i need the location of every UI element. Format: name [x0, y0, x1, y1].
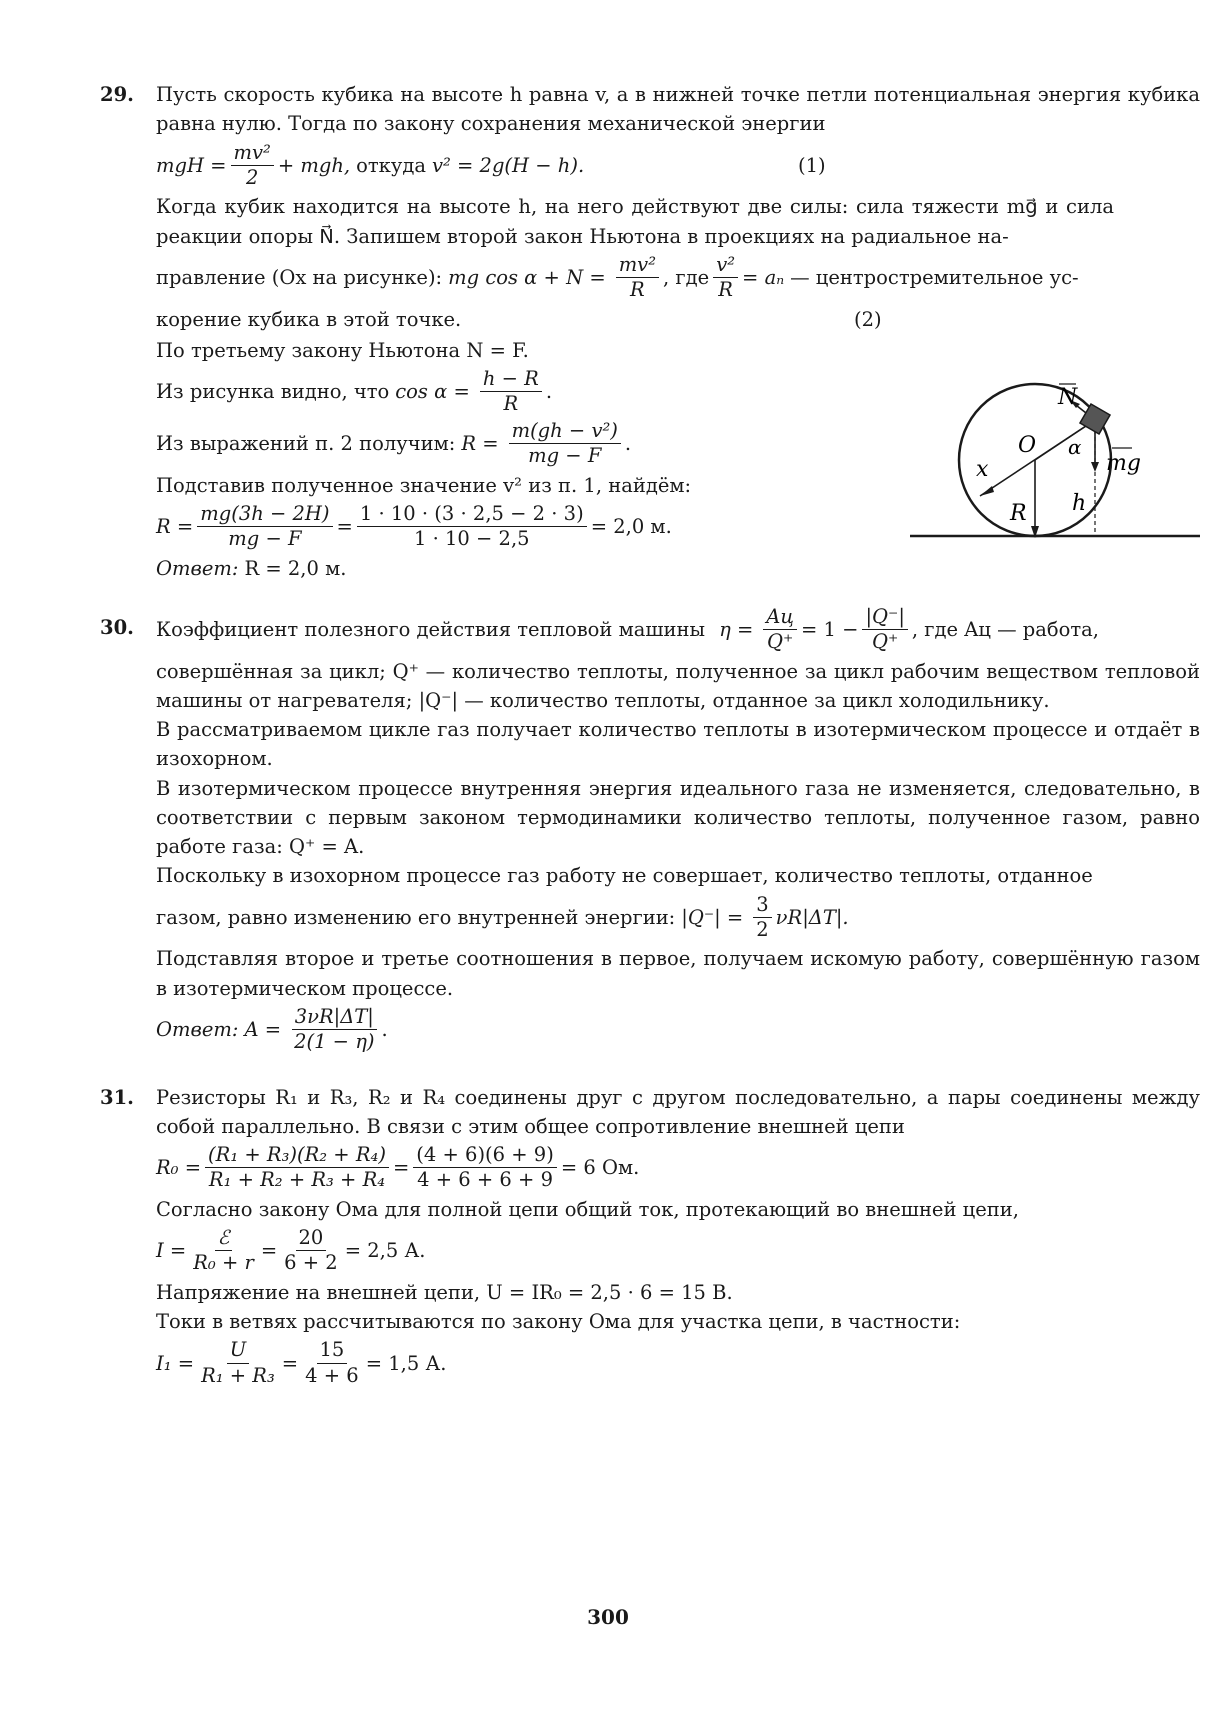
answer-label: Ответ:	[156, 556, 239, 580]
R-lhs: R =	[461, 432, 499, 455]
eq1-den: 2	[245, 165, 259, 189]
para-2: Согласно закону Ома для полной цепи общий ток, протекающий во внешней цепи,	[156, 1197, 1019, 1221]
r0-fraction-2	[413, 1143, 557, 1193]
r0-fraction-1	[205, 1143, 389, 1193]
ans-num: 3νR|ΔT|	[292, 1005, 377, 1030]
cos-line: Из рисунка видно, что cos α = $\frac{h - R}{R}$ .	[156, 367, 553, 416]
i1-fraction-2	[302, 1338, 362, 1388]
acc-den: R	[718, 278, 733, 302]
answer-label: Ответ:	[156, 1018, 239, 1041]
fin-result: = 2,0 м.	[590, 515, 672, 538]
q-den: 2	[756, 917, 769, 941]
third-law-line	[156, 336, 1200, 365]
i-lhs: I =	[156, 1239, 187, 1263]
i-num2: 20	[296, 1226, 327, 1251]
R-lead: Из выражений п. 2 получим:	[156, 432, 456, 455]
acc-end: корение кубика в этой точке.	[156, 307, 462, 331]
para-3: Напряжение на внешней цепи, U = IR₀ = 2,5 · 6 = 15 В.	[156, 1280, 733, 1304]
r0-result: = 6 Ом.	[560, 1156, 640, 1180]
r0-num1: (R₁ + R₃)(R₂ + R₄)	[205, 1143, 389, 1168]
i-fraction-2	[281, 1226, 341, 1276]
para-5: Подставляя второе и третье соотношения в первое, получаем искомую работу, совершённую газом в изотермическом процессе.	[156, 947, 1200, 1000]
problem-30	[100, 605, 1200, 1055]
para-3: В изотермическом процессе внутренняя энергия идеального газа не изменяется, следовательно, в соответствии с первым законом термодинамики количество теплоты, полученное газом, равно работе газа: Q⁺ = A.	[156, 776, 1200, 858]
r0-lhs: R₀ =	[156, 1156, 202, 1180]
f1-den: Q⁺	[767, 630, 794, 654]
i1-den2: 4 + 6	[305, 1363, 359, 1387]
fin-den2: 1 · 10 − 2,5	[414, 527, 530, 551]
i1-num1: U	[227, 1338, 249, 1363]
eq1-result: v² = 2g(H − h).	[431, 153, 585, 177]
page-number: 300	[587, 1605, 629, 1629]
eq1-fraction	[231, 141, 274, 191]
eq1-lhs: mgH =	[156, 153, 227, 177]
intro-text: Пусть скорость кубика на высоте h равна v, а в нижней точке петли потенциальная энергия кубика равна нулю. Тогда по закону сохранения механической энергии	[156, 83, 1200, 136]
r0-num2: (4 + 6)(6 + 9)	[413, 1143, 557, 1168]
i-fraction-1	[190, 1226, 257, 1276]
cos-fraction	[480, 367, 542, 417]
q-num: 3	[753, 893, 771, 918]
para-4b: газом, равно изменению его внутренней энергии:	[156, 905, 676, 929]
eq1-tag: (1)	[798, 153, 826, 177]
problem-number: 30.	[100, 615, 134, 639]
i-num1: ℰ	[215, 1226, 233, 1251]
q-rest: νR|ΔT|.	[775, 905, 849, 929]
cos-lead: Из рисунка видно, что	[156, 380, 390, 404]
r0-den2: 4 + 6 + 6 + 9	[417, 1168, 553, 1192]
problem-number: 29.	[100, 83, 134, 106]
proj-fraction	[616, 253, 659, 303]
para-1: Резисторы R₁ и R₃, R₂ и R₄ соединены друг с другом последовательно, а пары соединены между собой параллельно. В связи с этим общее сопротивление внешней цепи	[156, 1085, 1200, 1138]
eq1-num: mv²	[231, 141, 274, 166]
I-line: I = $\frac{\text{ℰ}}{\text{R₀ + r}}$ = $\frac{20}{6 + 2}$ = 2,5 А.	[156, 1226, 426, 1275]
proj-den: R	[630, 278, 645, 302]
problem-number: 31.	[100, 1085, 134, 1109]
subst-text: Подставив полученное значение v² из п. 1, найдём:	[156, 473, 692, 497]
q-fraction	[753, 893, 771, 943]
q-lhs: |Q⁻| =	[681, 905, 744, 929]
acc-fraction	[713, 253, 738, 303]
para-4: Токи в ветвях рассчитываются по закону Ома для участка цепи, в частности:	[156, 1310, 961, 1333]
R-expression-line: Из выражений п. 2 получим: R = $\frac{\text{m(gh − v²)}}{mg - F}$ .	[156, 418, 632, 468]
problem-31	[100, 1083, 1200, 1389]
proj-lead: правление (Ox на рисунке):	[156, 266, 443, 289]
acc-num: v²	[713, 253, 738, 278]
eq1-rest: + mgh,	[277, 153, 351, 177]
eff-lead: Коэффициент полезного действия тепловой машины	[156, 618, 706, 641]
cos-num: h − R	[480, 367, 542, 392]
fin-fraction-1	[197, 502, 332, 552]
mg-arrowhead	[1091, 462, 1099, 472]
i1-result: = 1,5 А.	[365, 1351, 447, 1375]
fin-num1: mg(3h − 2H)	[197, 502, 332, 527]
label-R: R	[1010, 501, 1027, 526]
eff-fraction-1	[763, 605, 797, 655]
ans-end: .	[381, 1018, 388, 1041]
label-x: x	[976, 457, 989, 482]
i1-den1: R₁ + R₃	[201, 1363, 275, 1387]
problem-29	[100, 80, 1200, 583]
eq1-word: откуда	[356, 153, 426, 177]
eq2-tag: (2)	[854, 307, 882, 331]
efficiency-line	[156, 605, 1200, 655]
f2-num: |Q⁻|	[862, 605, 907, 630]
r0-den1: R₁ + R₂ + R₃ + R₄	[208, 1168, 386, 1192]
R-num: m(gh − v²)	[509, 419, 621, 444]
equation-1	[156, 141, 1200, 191]
f1-num: Aц	[763, 605, 797, 630]
proj-num: mv²	[616, 253, 659, 278]
label-O: O	[1018, 433, 1037, 458]
fin-num2: 1 · 10 · (3 · 2,5 − 2 · 3)	[357, 502, 587, 527]
page-content	[100, 80, 1200, 1390]
R-fraction	[509, 419, 621, 469]
third-law: По третьему закону Ньютона N = F.	[156, 338, 529, 362]
eff-mid: = 1 −	[801, 618, 859, 641]
label-alpha: α	[1068, 435, 1082, 459]
eff-fraction-2	[862, 605, 907, 655]
ox-arrowhead	[980, 486, 994, 496]
cos-lhs: cos α =	[395, 380, 470, 404]
i1-fraction-1	[198, 1338, 278, 1388]
loop-figure	[900, 370, 1200, 600]
q-minus-line	[156, 893, 1200, 943]
para-1: совершённая за цикл; Q⁺ — количество теплоты, полученное за цикл рабочим веществом тепловой машины от нагревателя; |Q⁻| — количество теплоты, отданное за цикл холодильнику.	[156, 659, 1200, 712]
i-den2: 6 + 2	[284, 1251, 338, 1275]
projection-line	[156, 253, 1200, 303]
R-den: mg − F	[528, 444, 602, 468]
fin-fraction-2	[357, 502, 587, 552]
ans-fraction	[291, 1005, 377, 1055]
fin-den1: mg − F	[228, 527, 302, 551]
answer-value: R = 2,0 м.	[244, 556, 347, 580]
label-mg: mg	[1106, 451, 1141, 476]
i-den1: R₀ + r	[193, 1251, 254, 1275]
cos-den: R	[503, 392, 519, 416]
i-result: = 2,5 А.	[344, 1239, 426, 1263]
label-h: h	[1072, 491, 1087, 516]
acc-text: — центростремительное ус-	[790, 266, 1079, 289]
acc-end-line	[156, 305, 1200, 334]
I1-line: I₁ = $\frac{U}{\text{R₁ + R₃}}$ = $\frac{15}{4 + 6}$ = 1,5 А.	[156, 1338, 447, 1387]
final-R-line: R = $\frac{mg(3h - 2H)}{mg - F}$ = $\frac{1 \cdot 10 \cdot (3 \cdot 2,5 - 2 \cdot 3)}{1 \cdot 10 - 2,5}$ = 2,0 м.	[156, 501, 672, 551]
ans-den: 2(1 − η)	[294, 1030, 375, 1054]
acc-rhs: = aₙ	[742, 266, 785, 289]
f2-den: Q⁺	[872, 630, 899, 654]
ans-lhs: A =	[244, 1018, 282, 1041]
i1-lhs: I₁ =	[156, 1351, 195, 1375]
R0-line: R₀ = $\frac{\text{(R₁ + R₃)(R₂ + R₄)}}{\text{R₁ + R₂ + R₃ + R₄}}$ = $\frac{(4 + 6)(6 + 9)}{4 + 6 + 6 + 9}$ = 6 Ом.	[156, 1143, 640, 1192]
fin-lhs: R =	[156, 515, 194, 538]
proj-where: , где	[663, 266, 710, 289]
label-N: N	[1058, 385, 1078, 410]
proj-lhs: mg cos α + N =	[448, 266, 606, 289]
forces-text: Когда кубик находится на высоте h, на него действуют две силы: сила тяжести mg⃗ и сила реакции опоры N⃗. Запишем второй закон Ньютона в проекциях на радиальное на-	[156, 195, 1114, 248]
para-4: Поскольку в изохорном процессе газ работу не совершает, количество теплоты, отданное	[156, 864, 1093, 888]
answer-30	[156, 1005, 1200, 1055]
eff-tail: , где Aц — работа,	[911, 618, 1099, 641]
eta-lhs: η =	[719, 618, 754, 641]
para-2: В рассматриваемом цикле газ получает количество теплоты в изотермическом процессе и отдаёт в изохорном.	[156, 718, 1200, 771]
i1-num2: 15	[317, 1338, 348, 1363]
